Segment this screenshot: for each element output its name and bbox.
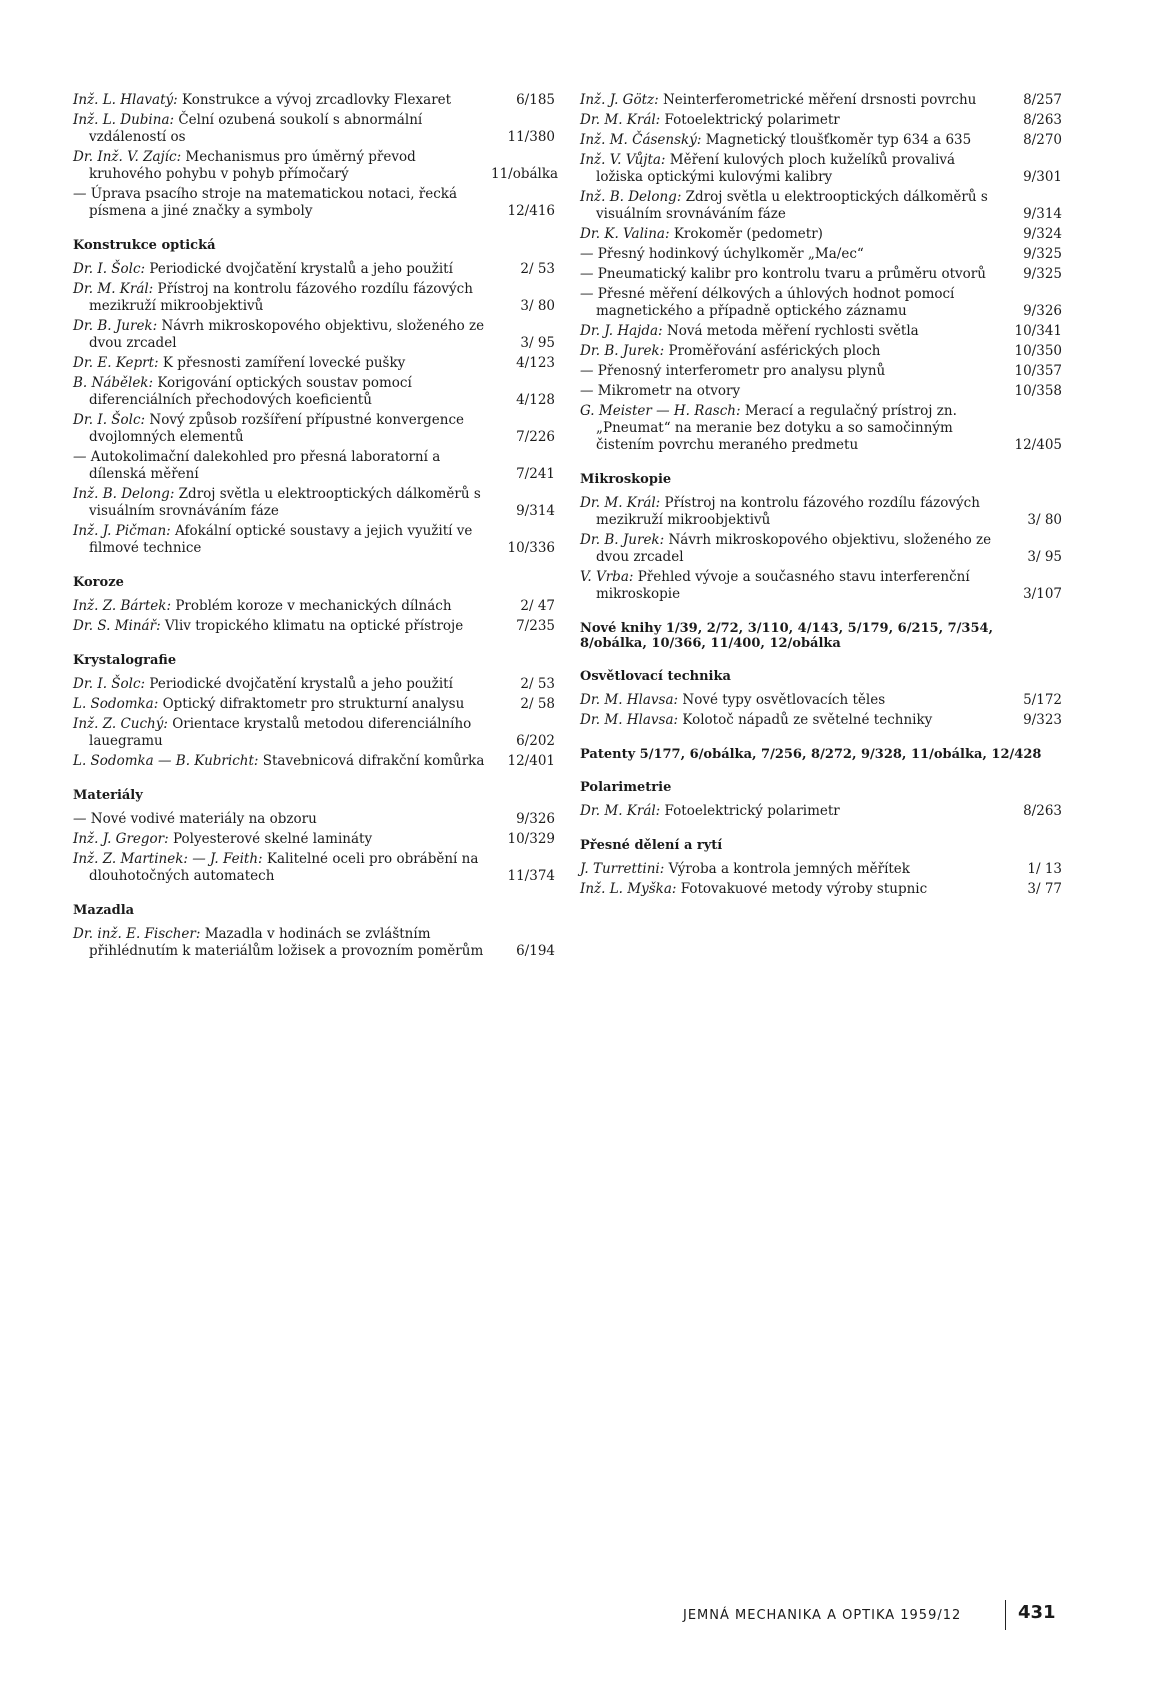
entry-author: Dr. J. Hajda: bbox=[580, 323, 663, 339]
section-heading: Materiály bbox=[73, 788, 143, 803]
entry-author: Dr. S. Minář: bbox=[73, 618, 161, 634]
section-heading: Patenty 5/177, 6/obálka, 7/256, 8/272, 9/328, 11/obálka, 12/428 bbox=[580, 747, 1042, 762]
entry-title: Afokální optické soustavy a jejich využití ve filmové technice bbox=[89, 523, 473, 556]
entry-page-ref: 3/ 80 bbox=[1027, 512, 1062, 528]
entry-title: Magnetický tloušťkoměr typ 634 a 635 bbox=[705, 132, 972, 148]
entry-title: Přístroj na kontrolu fázového rozdílu fázových mezikruží mikroobjektivů bbox=[89, 281, 473, 314]
entry-page-ref: 10/357 bbox=[1014, 363, 1062, 379]
entry-author: Dr. K. Valina: bbox=[580, 226, 670, 242]
entry-author: Dr. I. Šolc: bbox=[73, 412, 146, 428]
entry-page-ref: 9/325 bbox=[1023, 266, 1062, 282]
index-entry bbox=[73, 92, 555, 109]
entry-page-ref: 11/380 bbox=[507, 129, 555, 145]
index-entry bbox=[73, 149, 559, 183]
entry-author: Dr. B. Jurek: bbox=[73, 318, 158, 334]
section-heading: Osvětlovací technika bbox=[580, 669, 731, 684]
entry-title: Kalitelné oceli pro obrábění na dlouhotočných automatech bbox=[89, 851, 479, 884]
entry-title: Korigování optických soustav pomocí diferenciálních přechodových koeficientů bbox=[89, 375, 412, 408]
entry-page-ref: 5/172 bbox=[1023, 692, 1062, 708]
entry-title: Fotoelektrický polarimetr bbox=[664, 112, 840, 128]
entry-title: Autokolimační dalekohled pro přesná laboratorní a dílenská měření bbox=[89, 449, 441, 482]
entry-page-ref: 8/270 bbox=[1023, 132, 1062, 148]
entry-page-ref: 11/374 bbox=[507, 868, 555, 884]
index-entry bbox=[73, 831, 555, 848]
index-entry bbox=[580, 132, 1062, 149]
entry-page-ref: 11/obálka bbox=[491, 166, 559, 182]
entry-title: Pneumatický kalibr pro kontrolu tvaru a průměru otvorů bbox=[597, 266, 986, 282]
index-entry bbox=[580, 246, 1062, 263]
entry-page-ref: 9/325 bbox=[1023, 246, 1062, 262]
entry-page-ref: 6/185 bbox=[516, 92, 555, 108]
entry-title: Mechanismus pro úměrný převod kruhového pohybu v pohyb přímočarý bbox=[89, 149, 416, 182]
index-entry bbox=[580, 266, 1062, 283]
section-heading: Konstrukce optická bbox=[73, 238, 216, 253]
index-entry bbox=[73, 486, 555, 520]
entry-title: Přesný hodinkový úchylkoměr „Ma/ec“ bbox=[597, 246, 864, 262]
entry-title: Krokoměr (pedometr) bbox=[673, 226, 823, 242]
entry-title: Úprava psacího stroje na matematickou notaci, řecká písmena a jiné značky a symboly bbox=[89, 186, 458, 219]
entry-author: Inž. B. Delong: bbox=[580, 189, 682, 205]
entry-author: Dr. M. Hlavsa: bbox=[580, 712, 679, 728]
entry-page-ref: 10/350 bbox=[1014, 343, 1062, 359]
entry-author: G. Meister — H. Rasch: bbox=[580, 403, 741, 419]
entry-author: Dr. I. Šolc: bbox=[73, 261, 146, 277]
index-entry bbox=[73, 523, 555, 557]
entry-page-ref: 6/194 bbox=[516, 943, 555, 959]
entry-author: Dr. inž. E. Fischer: bbox=[73, 926, 201, 942]
entry-page-ref: 9/324 bbox=[1023, 226, 1062, 242]
entry-title: Periodické dvojčatění krystalů a jeho použití bbox=[149, 261, 453, 277]
entry-title: Mikrometr na otvory bbox=[597, 383, 741, 399]
index-entry bbox=[580, 92, 1062, 109]
entry-title: Nové vodivé materiály na obzoru bbox=[90, 811, 317, 827]
entry-author: Inž. J. Götz: bbox=[580, 92, 659, 108]
entry-author: Inž. J. Pičman: bbox=[73, 523, 171, 539]
index-entry bbox=[580, 861, 1062, 878]
index-entry bbox=[580, 403, 1062, 454]
entry-page-ref: 8/263 bbox=[1023, 803, 1062, 819]
entry-page-ref: 12/416 bbox=[507, 203, 555, 219]
entry-title: Problém koroze v mechanických dílnách bbox=[175, 598, 452, 614]
entry-title: Konstrukce a vývoj zrcadlovky Flexaret bbox=[181, 92, 452, 108]
entry-page-ref: 7/241 bbox=[516, 466, 555, 482]
section-heading: Mikroskopie bbox=[580, 472, 672, 487]
entry-title: Měření kulových ploch kuželíků provalivá ložiska optickými kulovými kalibry bbox=[596, 152, 956, 185]
entry-title: Orientace krystalů metodou diferenciálního lauegramu bbox=[89, 716, 472, 749]
entry-page-ref: 10/358 bbox=[1014, 383, 1062, 399]
entry-title: Polyesterové skelné lamináty bbox=[172, 831, 373, 847]
entry-author: Dr. B. Jurek: bbox=[580, 343, 665, 359]
index-entry bbox=[580, 881, 1062, 898]
entry-author: Inž. B. Delong: bbox=[73, 486, 175, 502]
entry-author: Inž. L. Dubina: bbox=[73, 112, 175, 128]
page-number: 431 bbox=[1018, 1602, 1056, 1623]
section-heading: Polarimetrie bbox=[580, 780, 672, 795]
entry-page-ref: 3/ 95 bbox=[1027, 549, 1062, 565]
entry-title: Proměřování asférických ploch bbox=[668, 343, 881, 359]
entry-author: Dr. I. Šolc: bbox=[73, 676, 146, 692]
entry-page-ref: 4/128 bbox=[516, 392, 555, 408]
entry-title: Návrh mikroskopového objektivu, složeného ze dvou zrcadel bbox=[596, 532, 992, 565]
index-entry bbox=[580, 112, 1062, 129]
entry-page-ref: 9/326 bbox=[1023, 303, 1062, 319]
right-column bbox=[580, 92, 1062, 901]
entry-author: — bbox=[580, 363, 594, 379]
entry-author: Inž. Z. Cuchý: bbox=[73, 716, 168, 732]
index-entry bbox=[73, 716, 555, 750]
index-entry bbox=[580, 803, 1062, 820]
entry-page-ref: 2/ 53 bbox=[520, 261, 555, 277]
section-heading: Koroze bbox=[73, 575, 124, 590]
entry-author: — bbox=[580, 286, 594, 302]
section-heading: Krystalografie bbox=[73, 653, 177, 668]
entry-page-ref: 10/336 bbox=[507, 540, 555, 556]
entry-author: Inž. V. Vůjta: bbox=[580, 152, 666, 168]
entry-page-ref: 2/ 58 bbox=[520, 696, 555, 712]
index-entry bbox=[73, 281, 555, 315]
entry-page-ref: 10/329 bbox=[507, 831, 555, 847]
index-entry bbox=[580, 323, 1062, 340]
entry-author: Dr. M. Hlavsa: bbox=[580, 692, 679, 708]
entry-title: Mazadla v hodinách se zvláštním přihlédnutím k materiálům ložisek a provozním poměrům bbox=[89, 926, 484, 959]
index-entry bbox=[73, 811, 555, 828]
index-entry bbox=[73, 449, 555, 483]
entry-page-ref: 9/301 bbox=[1023, 169, 1062, 185]
entry-title: Čelní ozubená soukolí s abnormální vzdáleností os bbox=[89, 112, 423, 145]
index-entry bbox=[73, 926, 555, 960]
entry-author: — bbox=[580, 246, 594, 262]
entry-author: — bbox=[73, 449, 87, 465]
index-entry bbox=[580, 712, 1062, 729]
index-entry bbox=[73, 618, 555, 635]
entry-page-ref: 10/341 bbox=[1014, 323, 1062, 339]
entry-title: Zdroj světla u elektrooptických dálkoměrů s visuálním srovnáváním fáze bbox=[89, 486, 481, 519]
left-column bbox=[73, 92, 559, 963]
entry-title: Nové typy osvětlovacích těles bbox=[682, 692, 886, 708]
entry-author: Inž. L. Hlavatý: bbox=[73, 92, 178, 108]
entry-title: Vliv tropického klimatu na optické přístroje bbox=[164, 618, 464, 634]
journal-title: JEMNÁ MECHANIKA A OPTIKA 1959/12 bbox=[683, 1608, 962, 1623]
page-footer bbox=[683, 1600, 1063, 1630]
entry-author: Dr. M. Král: bbox=[580, 495, 661, 511]
entry-page-ref: 9/314 bbox=[1023, 206, 1062, 222]
entry-author: Dr. M. Král: bbox=[580, 803, 661, 819]
entry-author: Dr. B. Jurek: bbox=[580, 532, 665, 548]
entry-title: Přenosný interferometr pro analysu plynů bbox=[597, 363, 886, 379]
entry-page-ref: 7/226 bbox=[516, 429, 555, 445]
index-entry bbox=[73, 696, 555, 713]
entry-title: Návrh mikroskopového objektivu, složeného ze dvou zrcadel bbox=[89, 318, 485, 351]
index-entry bbox=[73, 375, 555, 409]
entry-author: Dr. E. Keprt: bbox=[73, 355, 159, 371]
index-entry bbox=[73, 851, 555, 885]
entry-page-ref: 4/123 bbox=[516, 355, 555, 371]
entry-page-ref: 8/257 bbox=[1023, 92, 1062, 108]
entry-title: Merací a regulačný prístroj zn. „Pneumat“ na meranie bez dotyku a so samočinným čistením povrchu meraného predmetu bbox=[596, 403, 957, 453]
index-entry bbox=[73, 318, 555, 352]
index-entry bbox=[580, 152, 1062, 186]
entry-page-ref: 3/ 80 bbox=[520, 298, 555, 314]
entry-title: Kolotoč nápadů ze světelné techniky bbox=[682, 712, 933, 728]
index-entry bbox=[580, 692, 1062, 709]
entry-page-ref: 1/ 13 bbox=[1027, 861, 1062, 877]
entry-title: K přesnosti zamíření lovecké pušky bbox=[162, 355, 406, 371]
index-entry bbox=[73, 753, 555, 770]
entry-title: Fotovakuové metody výroby stupnic bbox=[680, 881, 928, 897]
entry-page-ref: 3/107 bbox=[1023, 586, 1062, 602]
entry-page-ref: 9/326 bbox=[516, 811, 555, 827]
entry-author: L. Sodomka: bbox=[73, 696, 159, 712]
index-entry bbox=[73, 598, 555, 615]
index-entry bbox=[580, 226, 1062, 243]
entry-author: — bbox=[580, 266, 594, 282]
entry-title: Neinterferometrické měření drsnosti povrchu bbox=[662, 92, 977, 108]
entry-title: Nový způsob rozšíření přípustné konvergence dvojlomných elementů bbox=[89, 412, 465, 445]
entry-title: Stavebnicová difrakční komůrka bbox=[262, 753, 485, 769]
index-entry bbox=[580, 495, 1062, 529]
index-entry bbox=[580, 189, 1062, 223]
entry-page-ref: 7/235 bbox=[516, 618, 555, 634]
index-entry bbox=[73, 261, 555, 278]
section-heading: Mazadla bbox=[73, 903, 135, 918]
entry-author: J. Turrettini: bbox=[580, 861, 665, 877]
entry-page-ref: 3/ 77 bbox=[1027, 881, 1062, 897]
index-entry bbox=[73, 412, 555, 446]
entry-title: Výroba a kontrola jemných měřítek bbox=[668, 861, 910, 877]
index-entry bbox=[580, 343, 1062, 360]
entry-author: L. Sodomka — B. Kubricht: bbox=[73, 753, 259, 769]
entry-page-ref: 12/401 bbox=[507, 753, 555, 769]
index-entry bbox=[580, 286, 1062, 320]
entry-page-ref: 3/ 95 bbox=[520, 335, 555, 351]
entry-page-ref: 2/ 53 bbox=[520, 676, 555, 692]
index-entry bbox=[580, 363, 1062, 380]
entry-author: B. Nábělek: bbox=[73, 375, 154, 391]
entry-page-ref: 9/314 bbox=[516, 503, 555, 519]
section-heading: Přesné dělení a rytí bbox=[580, 838, 723, 853]
index-entry bbox=[73, 355, 555, 372]
entry-author: — bbox=[580, 383, 594, 399]
entry-author: V. Vrba: bbox=[580, 569, 634, 585]
entry-title: Periodické dvojčatění krystalů a jeho použití bbox=[149, 676, 453, 692]
entry-page-ref: 6/202 bbox=[516, 733, 555, 749]
entry-page-ref: 2/ 47 bbox=[520, 598, 555, 614]
index-entry bbox=[73, 186, 555, 220]
entry-page-ref: 9/323 bbox=[1023, 712, 1062, 728]
entry-page-ref: 8/263 bbox=[1023, 112, 1062, 128]
entry-title: Fotoelektrický polarimetr bbox=[664, 803, 840, 819]
index-entry bbox=[73, 112, 555, 146]
footer-divider bbox=[1005, 1600, 1006, 1630]
entry-author: Inž. J. Gregor: bbox=[73, 831, 169, 847]
entry-title: Optický difraktometr pro strukturní analysu bbox=[162, 696, 465, 712]
entry-title: Přístroj na kontrolu fázového rozdílu fázových mezikruží mikroobjektivů bbox=[596, 495, 980, 528]
entry-title: Přesné měření délkových a úhlových hodnot pomocí magnetického a případně optického záznamu bbox=[596, 286, 955, 319]
index-entry bbox=[580, 532, 1062, 566]
entry-author: Inž. Z. Martinek: — J. Feith: bbox=[73, 851, 263, 867]
entry-author: — bbox=[73, 186, 87, 202]
entry-title: Přehled vývoje a současného stavu interferenční mikroskopie bbox=[596, 569, 970, 602]
index-entry bbox=[73, 676, 555, 693]
entry-title: Nová metoda měření rychlosti světla bbox=[666, 323, 919, 339]
entry-author: — bbox=[73, 811, 87, 827]
index-entry bbox=[580, 383, 1062, 400]
entry-author: Inž. M. Čásenský: bbox=[580, 132, 702, 148]
entry-author: Inž. L. Myška: bbox=[580, 881, 677, 897]
section-heading: Nové knihy 1/39, 2/72, 3/110, 4/143, 5/179, 6/215, 7/354, 8/obálka, 10/366, 11/400, 12/obálka bbox=[580, 621, 994, 651]
entry-author: Dr. Inž. V. Zajíc: bbox=[73, 149, 182, 165]
entry-author: Inž. Z. Bártek: bbox=[73, 598, 172, 614]
entry-page-ref: 12/405 bbox=[1014, 437, 1062, 453]
entry-author: Dr. M. Král: bbox=[73, 281, 154, 297]
entry-author: Dr. M. Král: bbox=[580, 112, 661, 128]
entry-title: Zdroj světla u elektrooptických dálkoměrů s visuálním srovnáváním fáze bbox=[596, 189, 988, 222]
index-entry bbox=[580, 569, 1062, 603]
